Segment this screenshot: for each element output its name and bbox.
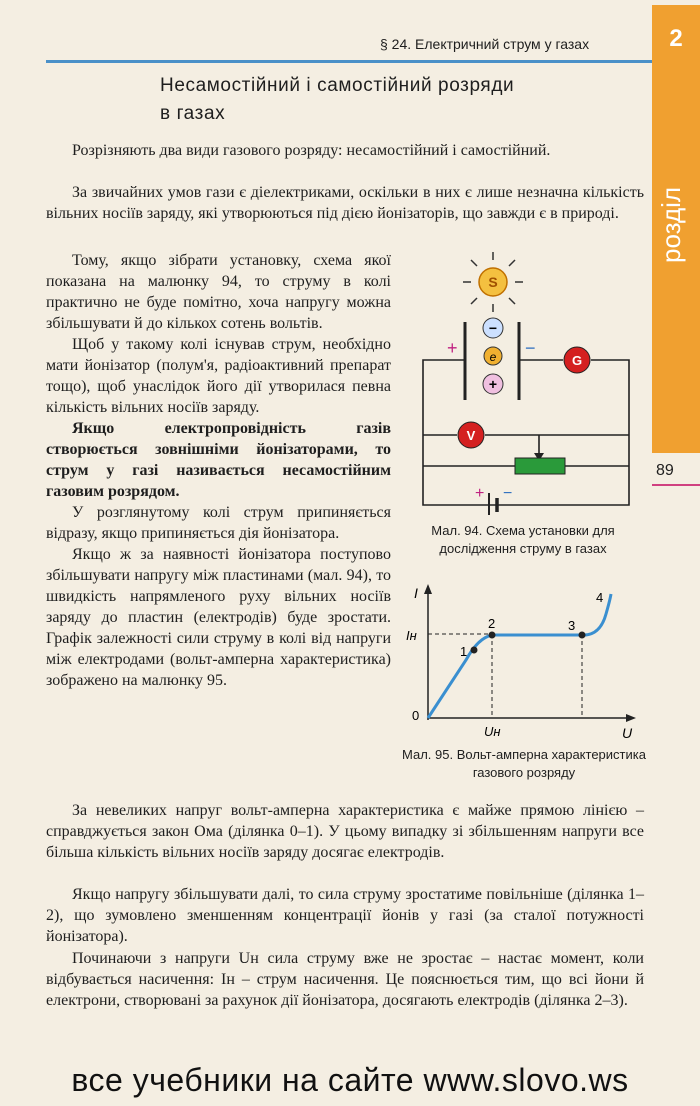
point-4-label: 4 xyxy=(596,590,604,605)
page-number-rule xyxy=(652,484,700,486)
figure-95-graph xyxy=(400,580,648,740)
paragraph-5-definition: Якщо електропровідність газів створюється зовнішніми йонізаторами, то струм у газі називається несамостійним газовим розрядом. xyxy=(46,420,391,500)
point-2 xyxy=(489,632,496,639)
paragraph-8: За невеликих напруг вольт-амперна характеристика є майже прямою лінією – справджується закон Ома (ділянка 0–1). У цьому випадку зі збільшенням напруги все більша кількість вільних носіїв заряду досягає електродів. xyxy=(46,802,644,861)
plus-sign: + xyxy=(447,338,458,358)
header-rule xyxy=(46,60,652,63)
voltmeter-label: V xyxy=(466,428,476,443)
running-title: § 24. Електричний струм у газах xyxy=(380,36,590,52)
point-1 xyxy=(471,647,478,654)
paragraph-1: Розрізняють два види газового розряду: несамостійний і самостійний. xyxy=(72,142,551,159)
rheostat-icon xyxy=(515,458,565,474)
section-title-line2: в газах xyxy=(160,103,226,124)
figure-94-circuit xyxy=(405,250,645,515)
section-tab-number: 2 xyxy=(669,25,683,52)
circuit-wires xyxy=(423,360,629,505)
electron-label: e xyxy=(489,350,497,364)
left-column xyxy=(46,250,391,691)
paragraph-2: За звичайних умов гази є діелектриками, оскільки в них є лише незначна кількість вільних носіїв заряду, які утворюються під дією йонізаторів, що завжди є в природі. xyxy=(46,184,644,222)
y-axis-label: I xyxy=(414,585,418,601)
point-2-label: 2 xyxy=(488,616,496,631)
y-axis-arrow xyxy=(424,584,432,594)
figure-94-caption: Мал. 94. Схема установки для дослідження струму в газах xyxy=(431,523,615,556)
minus-sign: − xyxy=(525,338,536,358)
source-label: S xyxy=(488,274,498,290)
paragraph-3: Тому, якщо зібрати установку, схема якої показана на малюнку 94, то струму в колі практично не буде помітно, хоча напругу можна збільшувати й до кількох сотень вольтів. xyxy=(46,252,391,332)
point-3 xyxy=(579,632,586,639)
x-axis-label: U xyxy=(622,725,633,740)
ion-minus-label: − xyxy=(488,320,498,336)
point-1-label: 1 xyxy=(460,644,468,659)
u-sat-label: Uн xyxy=(484,724,501,739)
origin-label: 0 xyxy=(412,708,420,723)
section-tab xyxy=(652,5,700,453)
figure-95-caption: Мал. 95. Вольт-амперна характеристика газового розряду xyxy=(402,747,646,780)
paragraph-6: У розглянутому колі струм припиняється відразу, якщо припиняється дія йонізатора. xyxy=(46,504,391,542)
battery-minus: − xyxy=(503,485,513,502)
paragraph-10: Починаючи з напруги Uн сила струму вже не зростає – настає момент, коли відбувається насичення: Iн – струм насичення. Це пояснюється тим, що всі йони й електрони, створювані за рахунок дії йонізатора, досягають електродів (ділянка 2–3). xyxy=(46,950,644,1009)
section-tab-label: розділ xyxy=(656,186,686,264)
paragraph-7: Якщо ж за наявності йонізатора поступово збільшувати напругу між пластинами (мал. 94), то швидкість напрямленого руху вільних носіїв заряду до пластин (електродів) буде зростати. Графік залежності сили струму в колі від напруги між електродами (вольт-амперна характеристика) зображено на малюнку 95. xyxy=(46,546,391,689)
i-sat-label: Iн xyxy=(406,628,417,643)
vac-curve xyxy=(428,594,611,718)
page-number: 89 xyxy=(656,462,674,479)
x-axis-arrow xyxy=(626,714,636,722)
section-title xyxy=(160,74,514,126)
section-title-line1: Несамостійний і самостійний розряди xyxy=(160,75,515,96)
footer-banner: все учебники на сайте www.slovo.ws xyxy=(71,1062,629,1098)
ion-plus-label: + xyxy=(488,376,498,392)
point-3-label: 3 xyxy=(568,618,576,633)
paragraph-4: Щоб у такому колі існував струм, необхідно мати йонізатор (полум'я, радіоактивний препарат тощо), щоб унаслідок його дії утворилася певна кількість вільних носіїв заряду. xyxy=(46,336,391,416)
battery-plus: + xyxy=(475,485,485,502)
paragraph-9: Якщо напругу збільшувати далі, то сила струму зростатиме повільніше (ділянка 1–2), що зумовлено зменшенням концентрації йонів у газі (за сталої потужності йонізатора). xyxy=(46,886,644,945)
galvanometer-label: G xyxy=(571,353,583,368)
